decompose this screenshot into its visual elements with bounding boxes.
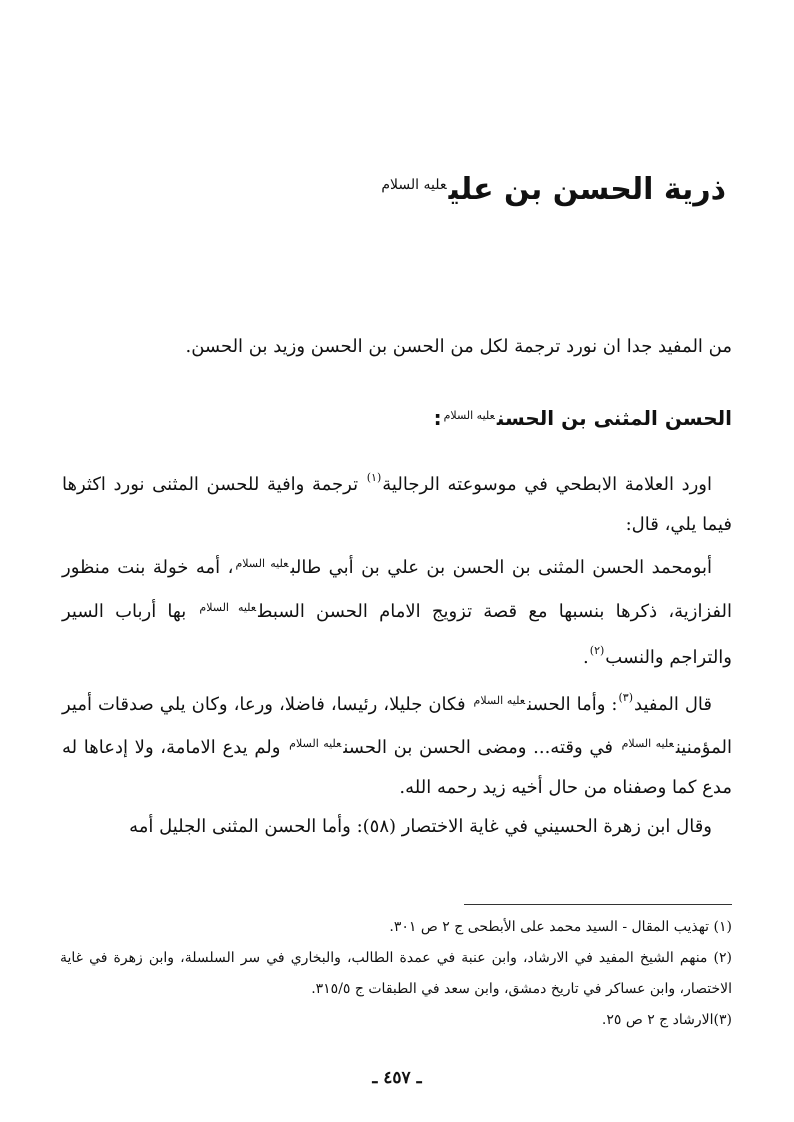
paragraph-2-text: أبومحمد الحسن المثنى بن الحسن بن علي بن أبي طالب	[290, 557, 713, 578]
honorific-glyph: عليه السلام	[443, 409, 495, 422]
body-text	[62, 458, 732, 847]
paragraph-1-text: ترجمة وافية للحسن المثنى نورد اكثرها فيما يلي، قال:	[62, 474, 732, 535]
honorific-glyph: عليه السلام	[621, 737, 674, 750]
intro-text: من المفيد جدا ان نورد ترجمة لكل من الحسن بن الحسن وزيد بن الحسن.	[185, 336, 732, 357]
section-heading-text: الحسن المثنى بن الحسن	[496, 406, 732, 430]
paragraph-2-text: بها أرباب السير والتراجم والنسب	[62, 600, 732, 668]
footnote-1: (١) تهذيب المقال - السيد محمد على الأبطحى ج ٢ ص ٣٠١.	[389, 919, 732, 935]
footnote-ref-3: (٣)	[618, 690, 633, 704]
paragraph-3-text: ولم يدع الامامة، ولا إدعاها له مدع كما وصفناه من حال أخيه زيد رحمه الله.	[62, 737, 732, 798]
footnotes	[60, 912, 732, 1036]
paragraph-3-text: قال المفيد	[634, 693, 713, 715]
page-number: ـ ٤٥٧ ـ	[372, 1068, 422, 1088]
honorific-glyph: عليه السلام	[473, 693, 526, 707]
paragraph-2	[62, 544, 732, 678]
honorific-glyph: عليه السلام	[199, 600, 257, 614]
intro-paragraph	[62, 328, 732, 366]
chapter-title-text: ذرية الحسن بن علي	[448, 172, 726, 207]
paragraph-2-text: .	[583, 647, 589, 668]
paragraph-4	[62, 807, 732, 847]
footnote-3: (٣)الارشاد ج ٢ ص ٢٥.	[601, 1012, 732, 1028]
paragraph-1	[62, 458, 732, 544]
paragraph-1-text: اورد العلامة الابطحي في موسوعته الرجالية	[382, 474, 712, 495]
footnote-ref-2: (٢)	[589, 644, 605, 657]
honorific-glyph: عليه السلام	[235, 557, 289, 570]
section-heading-colon: :	[433, 406, 442, 430]
paragraph-2-text: ، أمه خولة بنت منظور الفزازية، ذكرها بنسبها مع قصة تزويج الامام الحسن السبط	[62, 557, 732, 622]
footnote-2: (٢) منهم الشيخ المفيد في الارشاد، وابن عنبة في عمدة الطالب، والبخاري في سر السلسلة، وابن زهرة في غاية الاختصار، وابن عساكر في تاريخ دمشق، وابن سعد في الطبقات ج ٣١٥/٥.	[60, 950, 732, 997]
paragraph-3-text: فكان جليلا، رئيسا، فاضلا، ورعا، وكان يلي صدقات أمير المؤمنين	[62, 693, 732, 758]
honorific-glyph: عليه السلام	[381, 177, 447, 193]
paragraph-3-text: : وأما الحسن	[527, 693, 618, 715]
paragraph-4-text: وقال ابن زهرة الحسيني في غاية الاختصار (٥٨): وأما الحسن المثنى الجليل أمه	[129, 816, 712, 837]
honorific-glyph: عليه السلام	[289, 737, 342, 750]
chapter-title	[381, 160, 726, 215]
paragraph-3-text: في وقته... ومضى الحسن بن الحسن	[343, 737, 620, 758]
footnote-divider	[464, 904, 732, 905]
paragraph-3	[62, 678, 732, 808]
footnote-ref-1: (١)	[366, 471, 382, 484]
section-heading	[434, 398, 732, 436]
